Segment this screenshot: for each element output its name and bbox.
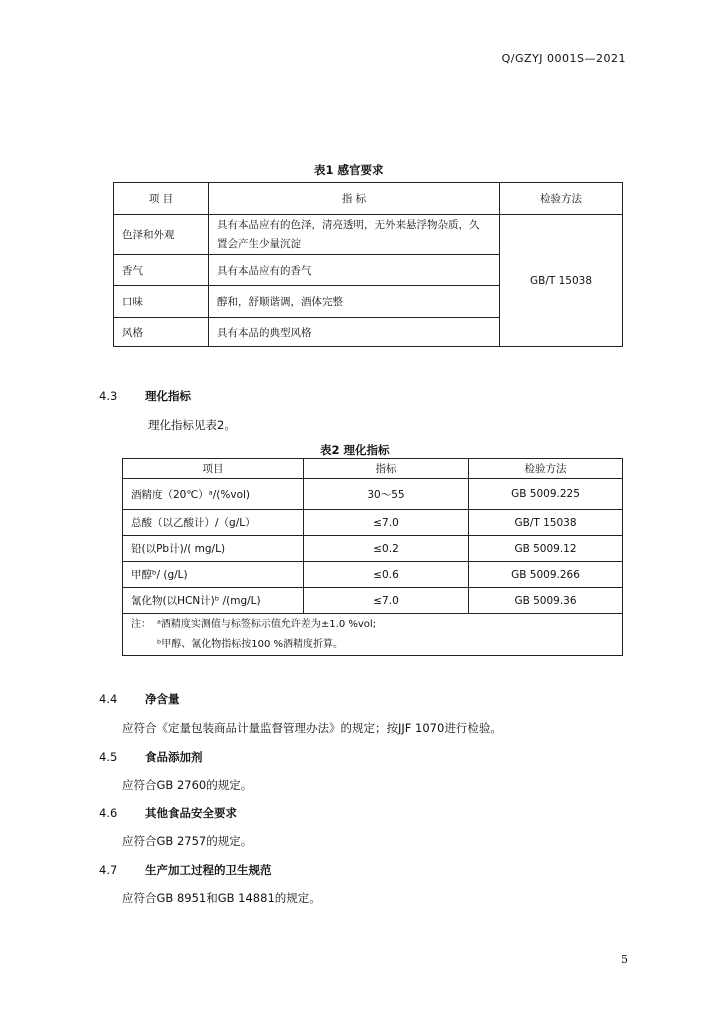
table2-method: GB 5009.12 xyxy=(469,536,623,562)
section-number: 4.5 xyxy=(99,750,118,764)
table2-note-row xyxy=(123,614,623,656)
section-number: 4.4 xyxy=(99,692,118,706)
section-number: 4.6 xyxy=(99,806,118,820)
table1-method: GB/T 15038 xyxy=(500,215,623,347)
table1-item: 色泽和外观 xyxy=(114,215,209,255)
table1-spec: 具有本品的典型风格 xyxy=(209,318,500,347)
table2-caption: 表2 理化指标 xyxy=(320,443,390,457)
page-number: 5 xyxy=(621,953,628,966)
table2-header-method: 检验方法 xyxy=(469,459,623,479)
section-4-4-heading xyxy=(99,691,180,707)
table2-header-spec: 指标 xyxy=(304,459,469,479)
table2-item: 铅(以Pb计)/( mg/L) xyxy=(123,536,304,562)
table-row xyxy=(123,510,623,536)
table-row xyxy=(123,588,623,614)
table-row xyxy=(123,536,623,562)
section-4-3-text: 理化指标见表2。 xyxy=(148,418,236,432)
table1-spec-line: 置会产生少量沉淀 xyxy=(217,237,301,250)
table1-spec-line: 具有本品应有的色泽，清亮透明，无外来悬浮物杂质，久 xyxy=(217,218,480,231)
note-b: ᵇ甲醇、氰化物指标按100 %酒精度折算。 xyxy=(157,638,344,650)
table1-header-spec: 指 标 xyxy=(209,183,500,215)
section-title: 净含量 xyxy=(145,692,180,706)
section-number: 4.7 xyxy=(99,863,118,877)
table2-item: 酒精度（20℃）ᵃ/(%vol) xyxy=(123,479,304,510)
table2-method: GB 5009.225 xyxy=(469,479,623,510)
note-a: ᵃ酒精度实测值与标签标示值允许差为±1.0 %vol; xyxy=(157,618,377,630)
table2-spec: 30～55 xyxy=(304,479,469,510)
table1-header-item: 项 目 xyxy=(114,183,209,215)
section-4-3-heading xyxy=(99,388,191,404)
section-4-5-heading xyxy=(99,749,203,765)
table2-item: 总酸（以乙酸计）/（g/L） xyxy=(123,510,304,536)
section-4-6-heading xyxy=(99,805,237,821)
table2-method: GB 5009.36 xyxy=(469,588,623,614)
table2 xyxy=(122,458,623,656)
section-4-7-text: 应符合GB 8951和GB 14881的规定。 xyxy=(122,891,321,905)
document-code: Q/GZYJ 0001S—2021 xyxy=(501,52,626,65)
table2-method: GB 5009.266 xyxy=(469,562,623,588)
section-title: 生产加工过程的卫生规范 xyxy=(145,863,272,877)
table2-spec: ≤7.0 xyxy=(304,510,469,536)
table1-item: 风格 xyxy=(114,318,209,347)
section-title: 食品添加剂 xyxy=(145,750,203,764)
table-row xyxy=(123,479,623,510)
table2-note xyxy=(123,614,623,656)
table2-spec: ≤7.0 xyxy=(304,588,469,614)
section-title: 其他食品安全要求 xyxy=(145,806,237,820)
table1-spec: 具有本品应有的香气 xyxy=(209,255,500,286)
table1 xyxy=(113,182,623,347)
table1-header-method: 检验方法 xyxy=(500,183,623,215)
section-4-7-heading xyxy=(99,862,272,878)
section-4-5-text: 应符合GB 2760的规定。 xyxy=(122,778,253,792)
table-row xyxy=(114,215,623,255)
table2-item: 甲醇ᵇ/ (g/L) xyxy=(123,562,304,588)
section-4-6-text: 应符合GB 2757的规定。 xyxy=(122,834,253,848)
table2-item: 氰化物(以HCN计)ᵇ /(mg/L) xyxy=(123,588,304,614)
section-title: 理化指标 xyxy=(145,389,191,403)
section-number: 4.3 xyxy=(99,389,118,403)
section-4-4-text: 应符合《定量包装商品计量监督管理办法》的规定；按JJF 1070进行检验。 xyxy=(122,721,502,735)
table2-header-item: 项目 xyxy=(123,459,304,479)
table1-caption: 表1 感官要求 xyxy=(314,163,384,177)
note-label: 注： xyxy=(131,618,151,630)
table2-method: GB/T 15038 xyxy=(469,510,623,536)
table-row xyxy=(123,562,623,588)
table1-item: 香气 xyxy=(114,255,209,286)
table2-spec: ≤0.6 xyxy=(304,562,469,588)
table1-item: 口味 xyxy=(114,286,209,318)
table2-spec: ≤0.2 xyxy=(304,536,469,562)
table1-spec xyxy=(209,215,500,255)
table1-spec: 醇和，舒顺谐调，酒体完整 xyxy=(209,286,500,318)
